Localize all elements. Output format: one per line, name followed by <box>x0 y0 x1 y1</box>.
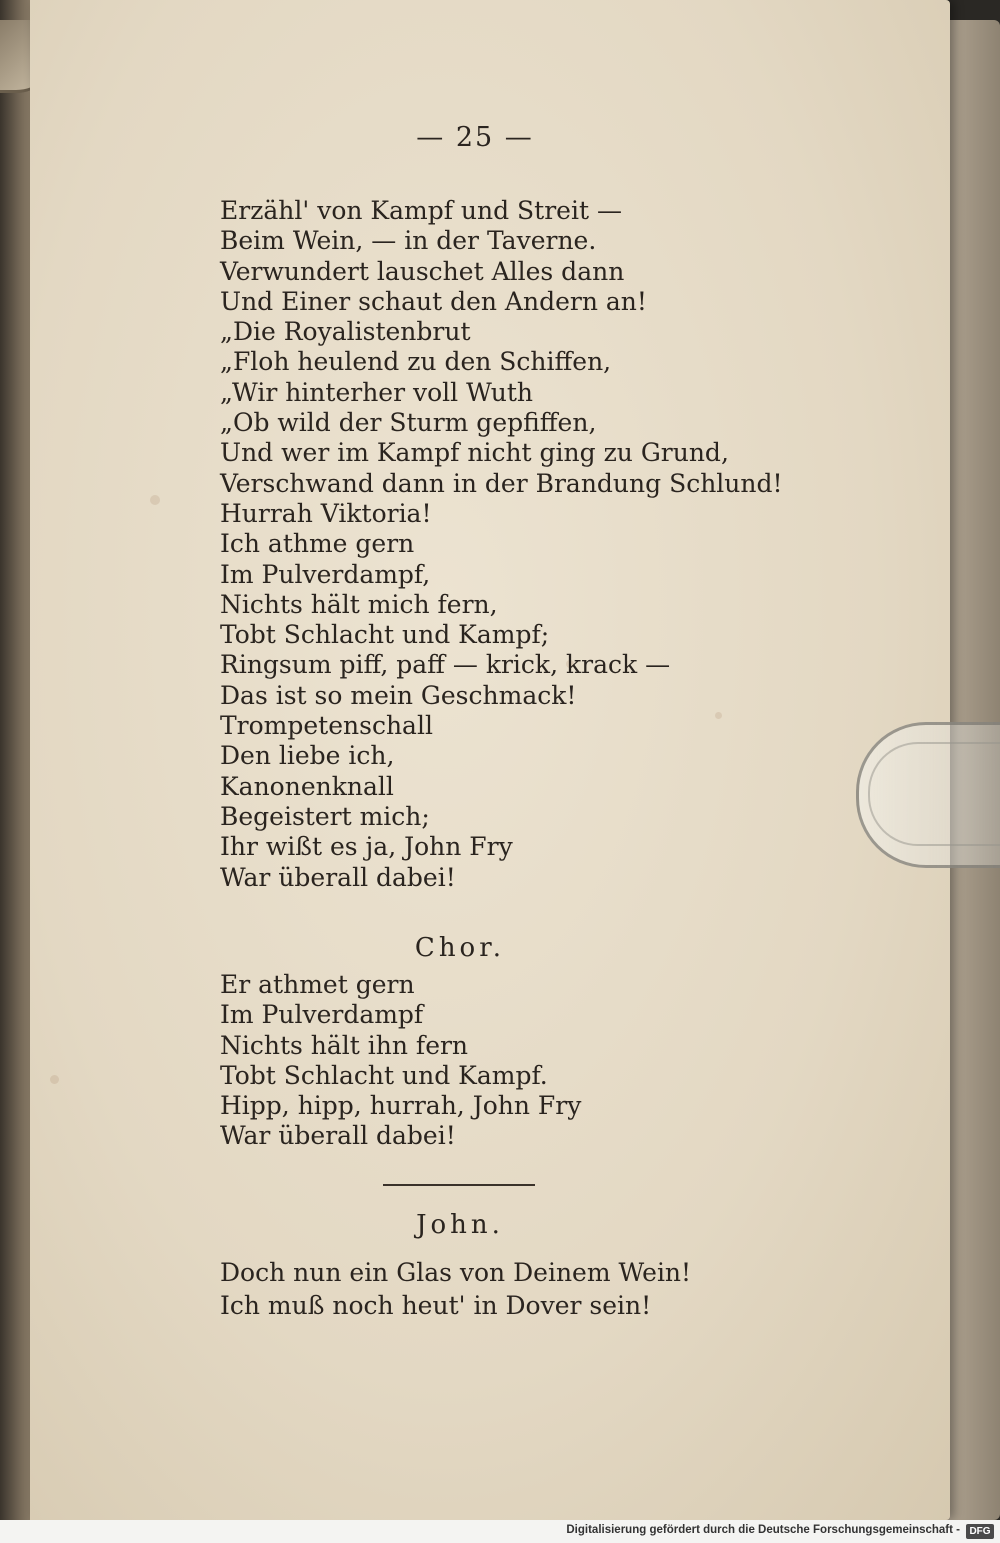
verse-line: „Floh heulend zu den Schiffen, <box>220 347 612 377</box>
section-divider <box>383 1184 535 1186</box>
verse-line: Kanonenknall <box>220 771 394 801</box>
verse-main <box>220 196 860 893</box>
verse-line: Erzähl' von Kampf und Streit — <box>220 196 622 225</box>
verse-line: Verschwand dann in der Brandung Schlund! <box>220 468 783 498</box>
verse-line: Nichts hält mich fern, <box>220 589 498 619</box>
verse-line: Hurrah Viktoria! <box>220 498 432 528</box>
verse-line: Den liebe ich, <box>220 741 395 771</box>
digitization-credit: Digitalisierung gefördert durch die Deutsche Forschungsgemeinschaft - <box>566 1524 960 1536</box>
verse-line: Und Einer schaut den Andern an! <box>220 286 647 316</box>
plastic-page-clip-inner <box>868 742 1000 846</box>
verse-line: Beim Wein, — in der Taverne. <box>220 226 597 256</box>
verse-line: Doch nun ein Glas von Deinem Wein! <box>220 1258 692 1287</box>
verse-line: Verwundert lauschet Alles dann <box>220 256 625 286</box>
verse-line: Im Pulverdampf, <box>220 559 431 589</box>
verse-line: Begeistert mich; <box>220 801 430 831</box>
verse-line: War überall dabei! <box>220 1121 456 1151</box>
verse-line: Und wer im Kampf nicht ging zu Grund, <box>220 438 729 468</box>
verse-line: Er athmet gern <box>220 970 415 999</box>
dfg-logo: DFG <box>966 1524 994 1539</box>
john-heading: John. <box>416 1210 504 1240</box>
verse-line: Tobt Schlacht und Kampf; <box>220 620 550 650</box>
verse-line: Ich athme gern <box>220 529 415 559</box>
verse-line: Ihr wißt es ja, John Fry <box>220 832 513 862</box>
paper-stain <box>50 1075 59 1084</box>
verse-line: War überall dabei! <box>220 862 456 892</box>
verse-line: Tobt Schlacht und Kampf. <box>220 1060 548 1090</box>
verse-line: Das ist so mein Geschmack! <box>220 680 577 710</box>
verse-line: Hipp, hipp, hurrah, John Fry <box>220 1091 582 1121</box>
verse-line: „Ob wild der Sturm gepfiffen, <box>220 408 597 438</box>
verse-line: Ringsum piff, paff — krick, krack — <box>220 650 671 680</box>
verse-line: Im Pulverdampf <box>220 1000 424 1030</box>
verse-john <box>220 1256 860 1322</box>
chor-heading: Chor. <box>414 933 506 963</box>
verse-line: „Wir hinterher voll Wuth <box>220 377 534 407</box>
verse-line: Nichts hält ihn fern <box>220 1030 469 1060</box>
paper-stain <box>150 495 160 505</box>
verse-line: Trompetenschall <box>220 711 433 741</box>
verse-line: „Die Royalistenbrut <box>220 317 471 347</box>
page-number: — 25 — <box>416 122 534 153</box>
verse-chor <box>220 970 860 1152</box>
verse-line: Ich muß noch heut' in Dover sein! <box>220 1291 652 1320</box>
